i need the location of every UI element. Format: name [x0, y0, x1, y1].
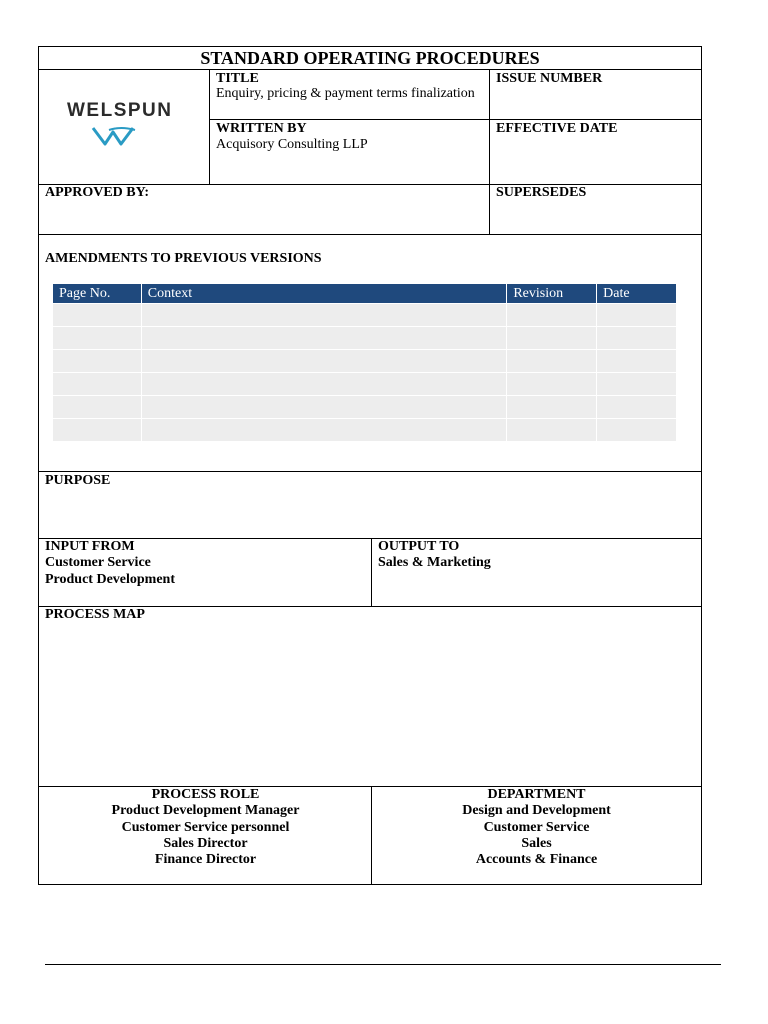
role-item: Finance Director [154, 852, 257, 868]
approved-by-label: APPROVED BY: [45, 185, 150, 200]
department-item: Sales [521, 835, 552, 851]
input-from-label: INPUT FROM [45, 539, 135, 554]
table-row [53, 373, 677, 396]
col-context: Context [141, 284, 507, 304]
table-row [53, 419, 677, 442]
issue-cell [489, 70, 701, 184]
table-cell[interactable] [597, 327, 677, 350]
amendments-heading: AMENDMENTS TO PREVIOUS VERSIONS [45, 251, 322, 266]
input-item: Product Development [45, 572, 175, 587]
welspun-logo-text: WELSPUN [67, 100, 173, 121]
department-item: Customer Service [483, 819, 590, 835]
table-cell[interactable] [507, 373, 597, 396]
footer-divider [45, 964, 721, 965]
department-item: Design and Development [462, 803, 611, 819]
supersedes-cell [489, 185, 701, 234]
purpose-section [39, 472, 701, 539]
process-role-label: PROCESS ROLE [151, 787, 260, 802]
page-title: STANDARD OPERATING PROCEDURES [200, 48, 540, 68]
department-label: DEPARTMENT [487, 787, 586, 802]
sop-form [38, 46, 702, 885]
table-cell[interactable] [53, 396, 141, 419]
table-cell[interactable] [141, 350, 507, 373]
role-item: Customer Service personnel [121, 819, 290, 835]
table-cell[interactable] [141, 419, 507, 442]
table-cell[interactable] [141, 396, 507, 419]
amendments-section [39, 235, 701, 472]
table-cell[interactable] [141, 373, 507, 396]
purpose-label: PURPOSE [45, 473, 111, 488]
table-cell[interactable] [597, 304, 677, 327]
table-cell[interactable] [53, 350, 141, 373]
title-value: Enquiry, pricing & payment terms finalization [216, 86, 475, 101]
issue-number-label: ISSUE NUMBER [496, 71, 603, 86]
info-block [39, 70, 701, 185]
table-cell[interactable] [597, 419, 677, 442]
written-by-label: WRITTEN BY [216, 121, 307, 136]
table-row [53, 327, 677, 350]
title-label: TITLE [216, 71, 259, 86]
supersedes-label: SUPERSEDES [496, 185, 587, 200]
effective-date-label: EFFECTIVE DATE [496, 121, 618, 136]
table-row [53, 396, 677, 419]
input-item: Customer Service [45, 555, 151, 570]
process-map-section [39, 607, 701, 787]
output-item: Sales & Marketing [378, 555, 491, 570]
written-by-value: Acquisory Consulting LLP [216, 137, 368, 152]
table-cell[interactable] [507, 396, 597, 419]
col-page-no: Page No. [53, 284, 141, 304]
table-cell[interactable] [597, 373, 677, 396]
logo-cell [39, 70, 210, 184]
table-cell[interactable] [53, 373, 141, 396]
department-cell [371, 787, 701, 884]
col-revision: Revision [507, 284, 597, 304]
role-item: Product Development Manager [111, 803, 300, 819]
table-cell[interactable] [507, 327, 597, 350]
amendments-table [53, 284, 677, 441]
process-map-label: PROCESS MAP [45, 607, 145, 622]
table-cell[interactable] [597, 350, 677, 373]
table-row [53, 304, 677, 327]
table-cell[interactable] [597, 396, 677, 419]
table-row [53, 350, 677, 373]
roles-section [39, 787, 701, 884]
table-cell[interactable] [507, 419, 597, 442]
welspun-wave-icon [91, 124, 151, 148]
sop-header-row [39, 47, 701, 70]
output-cell [371, 539, 701, 606]
input-cell [39, 539, 372, 606]
table-cell[interactable] [53, 327, 141, 350]
table-cell[interactable] [507, 304, 597, 327]
department-item: Accounts & Finance [475, 852, 598, 868]
col-date: Date [597, 284, 677, 304]
amendments-header-row [53, 284, 677, 304]
welspun-logo [67, 100, 175, 150]
table-cell[interactable] [141, 304, 507, 327]
title-cell [209, 70, 490, 184]
table-cell[interactable] [53, 419, 141, 442]
io-section [39, 539, 701, 607]
table-cell[interactable] [507, 350, 597, 373]
table-cell[interactable] [141, 327, 507, 350]
approval-row [39, 185, 701, 235]
role-item: Sales Director [163, 835, 248, 851]
process-role-cell [39, 787, 372, 884]
table-cell[interactable] [53, 304, 141, 327]
output-to-label: OUTPUT TO [378, 539, 460, 554]
